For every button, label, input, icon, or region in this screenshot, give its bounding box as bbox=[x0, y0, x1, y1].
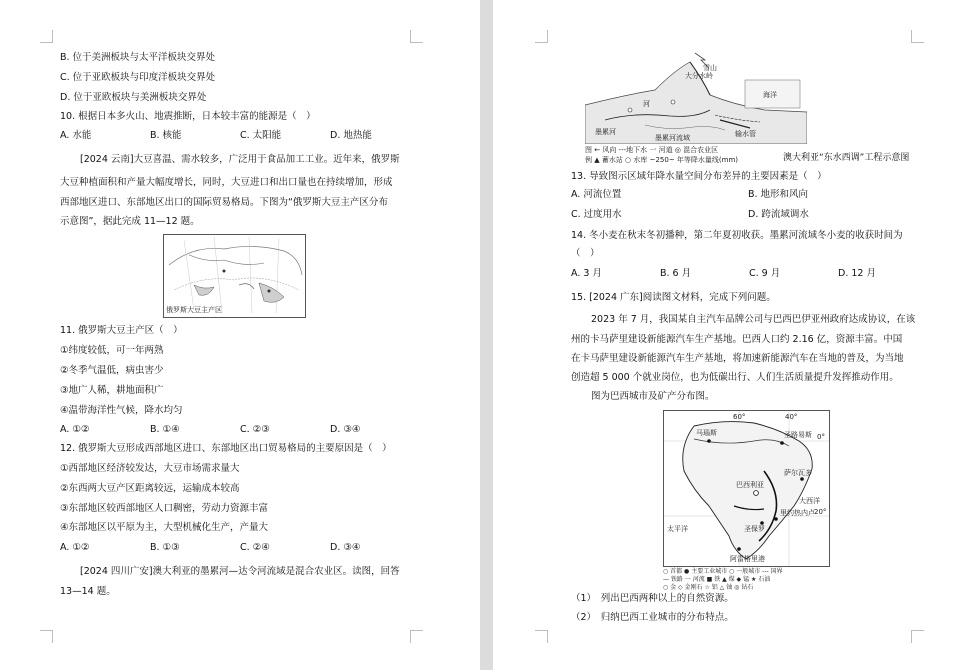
q12-option: C. ②④ bbox=[240, 542, 270, 553]
map-city-label: 巴西利亚 bbox=[736, 481, 764, 489]
q10-stem: 10. 根据日本多火山、地震推断，日本较丰富的能源是（ ） bbox=[60, 111, 316, 122]
fig-label: 海洋 bbox=[763, 91, 777, 99]
map-city-label: 里约热内卢 bbox=[780, 509, 815, 517]
crop-mark bbox=[535, 30, 548, 43]
q11-option: A. ①② bbox=[60, 424, 90, 435]
map-city-label: 阿雷格里港 bbox=[730, 555, 765, 563]
fig-label: 雪山 bbox=[703, 64, 717, 72]
q15-passage-line: 创造超 5 000 个就业岗位，也为低碳出行、人们生活质量提升发挥推动作用。 bbox=[571, 372, 899, 383]
q14-option: D. 12 月 bbox=[838, 268, 876, 279]
q11-item: ②冬季气温低，病虫害少 bbox=[60, 365, 164, 376]
map-grid-label: 0° bbox=[817, 433, 825, 441]
map1-caption: 俄罗斯大豆主产区 bbox=[166, 306, 222, 314]
fig-label: 墨累河流域 bbox=[655, 134, 690, 142]
q15-sub-question: （1） 列出巴西两种以上的自然资源。 bbox=[571, 593, 734, 604]
q13-option: C. 过度用水 bbox=[571, 209, 622, 220]
q13-option: D. 跨流域调水 bbox=[748, 209, 809, 220]
q9-option-d: D. 位于亚欧板块与美洲板块交界处 bbox=[60, 92, 207, 103]
q15-passage-line: 2023 年 7 月，我国某自主汽车品牌公司与巴西巴伊亚州政府达成协议，在该 bbox=[591, 314, 916, 325]
q12-option: B. ①③ bbox=[150, 542, 180, 553]
passage2-line: 13—14 题。 bbox=[60, 586, 116, 597]
q15-stem: 15. [2024 广东]阅读图文材料，完成下列问题。 bbox=[571, 292, 776, 303]
map-city-label: 圣保罗 bbox=[744, 525, 765, 533]
q13-stem: 13. 导致图示区域年降水量空间分布差异的主要因素是（ ） bbox=[571, 171, 827, 182]
q11-item: ④温带海洋性气候，降水均匀 bbox=[60, 405, 183, 416]
map-city-label: 萨尔瓦多 bbox=[784, 469, 812, 477]
fig-label: 河 bbox=[643, 100, 650, 108]
crop-mark bbox=[911, 30, 924, 43]
q14-option: C. 9 月 bbox=[749, 268, 781, 279]
crop-mark bbox=[410, 630, 423, 643]
passage2-line: [2024 四川广安]澳大利亚的墨累河—达令河流域是混合农业区。读图，回答 bbox=[80, 566, 400, 577]
fig-legend-line: 例 ▲ 蓄水站 ○ 水库 ~250~ 年等降水量线(mm) bbox=[585, 156, 739, 164]
q10-option: A. 水能 bbox=[60, 130, 92, 141]
passage1-line: 大豆种植面积和产量大幅度增长，同时，大豆进口和出口量也在持续增加，形成 bbox=[60, 177, 393, 188]
brazil-map-legend: ○ 金 ◇ 金刚石 ☆ 铝 △ 铀 ◎ 钻石 bbox=[663, 584, 754, 591]
q10-option: B. 核能 bbox=[150, 130, 182, 141]
brazil-map-legend: — 铁路 一 河流 ■ 铁 ▲ 煤 ◆ 锰 ★ 石油 bbox=[663, 576, 771, 583]
map-ocean-label: 太平洋 bbox=[667, 525, 688, 533]
page-gutter bbox=[480, 0, 493, 670]
q11-option: D. ③④ bbox=[330, 424, 361, 435]
q13-option: B. 地形和风向 bbox=[748, 189, 809, 200]
q11-stem: 11. 俄罗斯大豆主产区（ ） bbox=[60, 325, 183, 336]
crop-mark bbox=[410, 30, 423, 43]
q11-option: C. ②③ bbox=[240, 424, 270, 435]
fig-label: 大分水岭 bbox=[685, 72, 713, 80]
russia-soybean-map bbox=[163, 234, 306, 318]
crop-mark bbox=[535, 630, 548, 643]
q12-item: ②东西两大豆产区距离较远，运输成本较高 bbox=[60, 483, 240, 494]
q15-passage-line: 在卡马萨里建设新能源汽车生产基地，将加速新能源汽车在当地的普及，为当地 bbox=[571, 353, 904, 364]
document-page-right bbox=[493, 0, 964, 670]
passage1-line: 示意图”，据此完成 11—12 题。 bbox=[60, 216, 200, 227]
q11-item: ③地广人稀，耕地面积广 bbox=[60, 385, 164, 396]
fig-label: 输水管 bbox=[735, 130, 756, 138]
q10-option: C. 太阳能 bbox=[240, 130, 282, 141]
q12-option: A. ①② bbox=[60, 542, 90, 553]
crop-mark bbox=[911, 630, 924, 643]
brazil-map-legend: ○ 首都 ● 主要工业城市 ○ 一般城市 --- 国界 bbox=[663, 568, 783, 575]
q9-option-b: B. 位于美洲板块与太平洋板块交界处 bbox=[60, 52, 216, 63]
map-grid-label: 40° bbox=[785, 413, 798, 421]
q12-item: ③东部地区较西部地区人口稠密，劳动力资源丰富 bbox=[60, 503, 269, 514]
passage1-line: 西部地区进口、东部地区出口的国际贸易格局。下图为“俄罗斯大豆主产区分布 bbox=[60, 197, 388, 208]
q10-option: D. 地热能 bbox=[330, 130, 372, 141]
q11-item: ①纬度较低，可一年两熟 bbox=[60, 345, 164, 356]
q14-option: B. 6 月 bbox=[660, 268, 692, 279]
q15-passage-line: 州的卡马萨里建设新能源汽车生产基地。巴西人口约 2.16 亿，资源丰富。中国 bbox=[571, 334, 903, 345]
fig-label: 墨累河 bbox=[595, 128, 616, 136]
map-city-label: 圣路易斯 bbox=[784, 431, 812, 439]
q12-item: ①西部地区经济较发达，大豆市场需求量大 bbox=[60, 463, 240, 474]
brazil-map bbox=[663, 410, 830, 567]
east-water-west-map bbox=[585, 50, 807, 144]
map-city-label: 马瑙斯 bbox=[696, 429, 717, 437]
q13-option: A. 河流位置 bbox=[571, 189, 622, 200]
crop-mark bbox=[40, 630, 53, 643]
q12-option: D. ③④ bbox=[330, 542, 361, 553]
fig-legend-line: 图 ← 风向 ---地下水 一 河道 ◎ 混合农业区 bbox=[585, 146, 719, 154]
q14-stem: （ ） bbox=[571, 248, 600, 259]
q12-item: ④东部地区以平原为主，大型机械化生产，产量大 bbox=[60, 522, 269, 533]
passage1-line: [2024 云南]大豆喜温、需水较多，广泛用于食品加工工业。近年来，俄罗斯 bbox=[80, 154, 400, 165]
q9-option-c: C. 位于亚欧板块与印度洋板块交界处 bbox=[60, 72, 216, 83]
map-ocean-label: 大西洋 bbox=[799, 497, 820, 505]
q15-sub-question: （2） 归纳巴西工业城市的分布特点。 bbox=[571, 612, 734, 623]
q14-option: A. 3 月 bbox=[571, 268, 602, 279]
map-grid-label: 20° bbox=[814, 508, 827, 516]
q11-option: B. ①④ bbox=[150, 424, 180, 435]
q15-map-intro: 图为巴西城市及矿产分布图。 bbox=[591, 391, 715, 402]
q12-stem: 12. 俄罗斯大豆形成西部地区进口、东部地区出口贸易格局的主要原因是（ ） bbox=[60, 443, 392, 454]
q14-stem: 14. 冬小麦在秋末冬初播种，第二年夏初收获。墨累河流域冬小麦的收获时间为 bbox=[571, 230, 903, 241]
crop-mark bbox=[40, 30, 53, 43]
fig-caption: 澳大利亚“东水西调”工程示意图 bbox=[783, 153, 910, 163]
document-page-left bbox=[0, 0, 480, 670]
map-grid-label: 60° bbox=[733, 413, 746, 421]
